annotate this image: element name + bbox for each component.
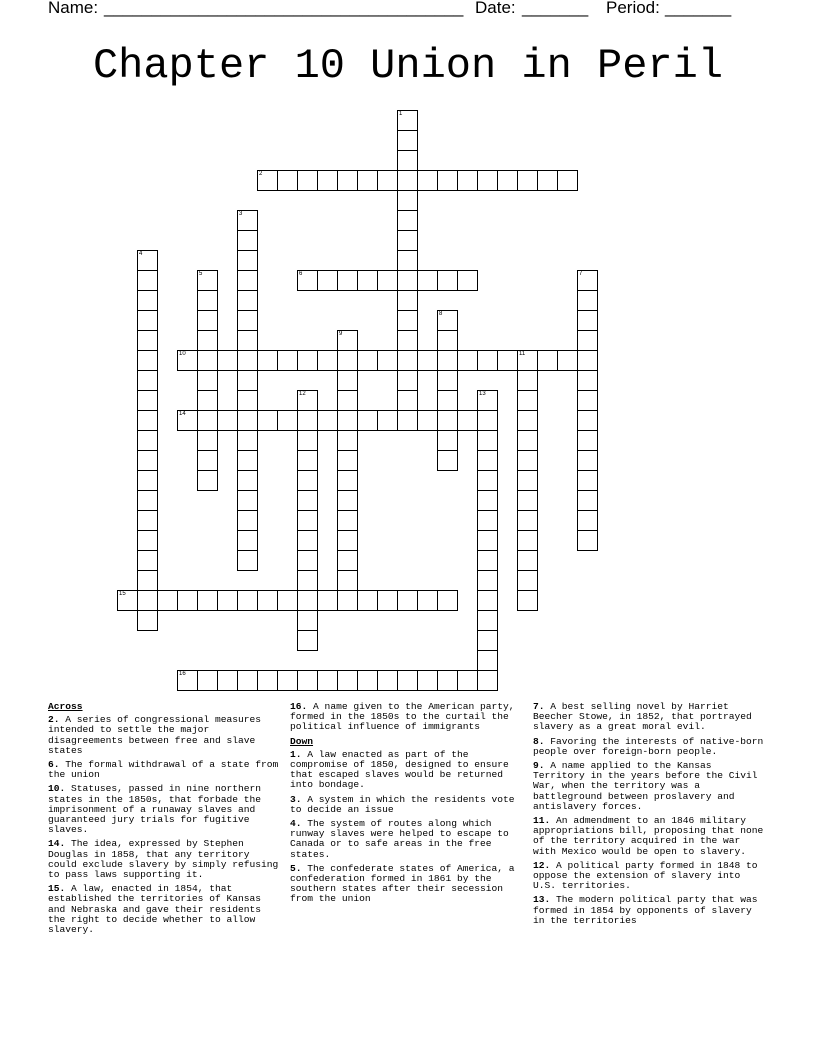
grid-cell[interactable] [417, 590, 438, 611]
grid-cell[interactable] [317, 670, 338, 691]
grid-cell[interactable] [297, 590, 318, 611]
grid-cell[interactable] [237, 330, 258, 351]
down-clue-9 [533, 761, 765, 812]
grid-cell[interactable] [297, 390, 318, 411]
clue-number: 13. [533, 894, 551, 906]
clue-number-label: 14 [179, 411, 186, 417]
clue-number: 2. [48, 714, 60, 726]
grid-cell[interactable] [517, 370, 538, 391]
grid-cell[interactable] [577, 330, 598, 351]
grid-cell[interactable] [417, 270, 438, 291]
grid-cell[interactable] [437, 370, 458, 391]
clue-number-label: 3 [239, 211, 243, 217]
grid-cell[interactable] [577, 310, 598, 331]
grid-cell[interactable] [257, 670, 278, 691]
grid-cell[interactable] [257, 410, 278, 431]
grid-cell[interactable] [517, 490, 538, 511]
clue-text: A law enacted as part of the compromise of 1850, designed to ensure that escaped slaves would be returned into bondage. [290, 748, 509, 791]
grid-cell[interactable] [437, 590, 458, 611]
grid-cell[interactable] [357, 170, 378, 191]
grid-cell[interactable] [197, 390, 218, 411]
grid-cell[interactable] [537, 350, 558, 371]
grid-cell[interactable] [137, 610, 158, 631]
grid-cell[interactable] [477, 390, 498, 411]
down-clue-7 [533, 702, 765, 733]
grid-cell[interactable] [297, 490, 318, 511]
clue-text: A best selling novel by Harriet Beecher Stowe, in 1852, that portrayed slavery as a great moral evil. [533, 701, 752, 733]
grid-cell[interactable] [237, 510, 258, 531]
grid-cell[interactable] [477, 450, 498, 471]
grid-cell[interactable] [337, 550, 358, 571]
grid-cell[interactable] [137, 250, 158, 271]
grid-cell[interactable] [577, 510, 598, 531]
grid-cell[interactable] [377, 170, 398, 191]
clue-text: A political party formed in 1848 to oppose the extension of slavery into U.S. territories. [533, 859, 758, 892]
clue-text: An admendment to an 1846 military appropriations bill, proposing that none of the territory acquired in the war with Mexico would be open to slavery. [533, 815, 764, 857]
grid-cell[interactable] [297, 470, 318, 491]
grid-cell[interactable] [377, 350, 398, 371]
grid-cell[interactable] [137, 290, 158, 311]
clue-number-label: 16 [179, 671, 186, 677]
grid-cell[interactable] [237, 370, 258, 391]
clue-number: 9. [533, 760, 545, 772]
grid-cell[interactable] [397, 590, 418, 611]
grid-cell[interactable] [237, 210, 258, 231]
name-label: Name: [48, 0, 99, 17]
grid-cell[interactable] [477, 410, 498, 431]
grid-cell[interactable] [177, 350, 198, 371]
grid-cell[interactable] [237, 350, 258, 371]
grid-cell[interactable] [457, 350, 478, 371]
grid-cell[interactable] [197, 310, 218, 331]
grid-cell[interactable] [457, 270, 478, 291]
grid-cell[interactable] [577, 430, 598, 451]
across-clue-14 [48, 839, 280, 880]
grid-cell[interactable] [257, 350, 278, 371]
grid-cell[interactable] [437, 430, 458, 451]
grid-cell[interactable] [397, 330, 418, 351]
across-clue-6 [48, 760, 280, 780]
down-clue-1 [290, 750, 522, 791]
grid-cell[interactable] [477, 350, 498, 371]
grid-cell[interactable] [137, 390, 158, 411]
grid-cell[interactable] [537, 170, 558, 191]
down-heading: Down [290, 735, 314, 747]
grid-cell[interactable] [137, 590, 158, 611]
clue-text: The idea, expressed by Stephen Douglas in 1858, that any territory could exclude slavery by simply refusing to pass laws supporting it. [48, 838, 279, 881]
grid-cell[interactable] [437, 410, 458, 431]
grid-cell[interactable] [337, 590, 358, 611]
grid-cell[interactable] [477, 550, 498, 571]
grid-cell[interactable] [137, 270, 158, 291]
grid-cell[interactable] [477, 630, 498, 651]
clue-number: 4. [290, 818, 302, 830]
grid-cell[interactable] [337, 430, 358, 451]
grid-cell[interactable] [337, 570, 358, 591]
clues-column-2 [290, 702, 522, 909]
clue-number: 15. [48, 883, 66, 895]
grid-cell[interactable] [397, 390, 418, 411]
clue-number: 1. [290, 748, 302, 760]
grid-cell[interactable] [437, 310, 458, 331]
clue-number: 11. [533, 815, 551, 827]
grid-cell[interactable] [517, 590, 538, 611]
down-clue-12 [533, 861, 765, 892]
grid-cell[interactable] [477, 670, 498, 691]
down-clue-4 [290, 819, 522, 860]
grid-cell[interactable] [197, 330, 218, 351]
grid-cell[interactable] [197, 450, 218, 471]
grid-cell[interactable] [417, 170, 438, 191]
grid-cell[interactable] [577, 390, 598, 411]
grid-cell[interactable] [577, 270, 598, 291]
grid-cell[interactable] [197, 430, 218, 451]
down-clue-5 [290, 864, 522, 905]
grid-cell[interactable] [237, 490, 258, 511]
grid-cell[interactable] [577, 470, 598, 491]
grid-cell[interactable] [357, 350, 378, 371]
grid-cell[interactable] [137, 430, 158, 451]
grid-cell[interactable] [337, 470, 358, 491]
grid-cell[interactable] [457, 410, 478, 431]
grid-cell[interactable] [337, 270, 358, 291]
clue-number-label: 5 [199, 271, 203, 277]
grid-cell[interactable] [397, 670, 418, 691]
grid-cell[interactable] [317, 270, 338, 291]
grid-cell[interactable] [397, 350, 418, 371]
grid-cell[interactable] [477, 470, 498, 491]
grid-cell[interactable] [577, 450, 598, 471]
clue-number-label: 12 [299, 391, 306, 397]
grid-cell[interactable] [317, 410, 338, 431]
across-clue-16 [290, 702, 522, 733]
grid-cell[interactable] [397, 310, 418, 331]
clue-text: Favoring the interests of native-born people over foreign-born people. [533, 735, 764, 757]
grid-cell[interactable] [397, 110, 418, 131]
grid-cell[interactable] [237, 430, 258, 451]
grid-cell[interactable] [517, 450, 538, 471]
grid-cell[interactable] [337, 330, 358, 351]
clue-number: 7. [533, 701, 545, 712]
grid-cell[interactable] [137, 570, 158, 591]
grid-cell[interactable] [317, 590, 338, 611]
grid-cell[interactable] [337, 170, 358, 191]
clue-text: The system of routes along which runway slaves were helped to escape to Canada or to safe areas in the free states. [290, 818, 509, 860]
grid-cell[interactable] [277, 170, 298, 191]
grid-cell[interactable] [477, 610, 498, 631]
date-label: Date: [475, 0, 516, 17]
grid-cell[interactable] [417, 670, 438, 691]
clue-number-label: 4 [139, 251, 143, 257]
grid-cell[interactable] [237, 450, 258, 471]
grid-cell[interactable] [557, 170, 578, 191]
clue-number-label: 7 [579, 271, 583, 277]
clues-column-3 [533, 702, 765, 930]
grid-cell[interactable] [237, 310, 258, 331]
grid-cell[interactable] [217, 350, 238, 371]
grid-cell[interactable] [217, 590, 238, 611]
grid-cell[interactable] [237, 470, 258, 491]
grid-cell[interactable] [137, 450, 158, 471]
down-clue-13 [533, 895, 765, 926]
period-label: Period: [606, 0, 660, 17]
grid-cell[interactable] [237, 230, 258, 251]
clue-number-label: 9 [339, 331, 343, 337]
grid-cell[interactable] [477, 570, 498, 591]
clue-text: A system in which the residents vote to decide an issue [290, 793, 515, 815]
down-clue-8 [533, 737, 765, 757]
grid-cell[interactable] [517, 350, 538, 371]
clue-number: 8. [533, 735, 545, 747]
across-heading: Across [48, 701, 83, 712]
clues-column-1 [48, 702, 280, 939]
grid-cell[interactable] [517, 510, 538, 531]
grid-cell[interactable] [397, 170, 418, 191]
grid-cell[interactable] [437, 390, 458, 411]
grid-cell[interactable] [237, 590, 258, 611]
grid-cell[interactable] [397, 270, 418, 291]
clue-text: A series of congressional measures intended to settle the major disagreements between free and slave states [48, 714, 262, 756]
clue-number-label: 11 [519, 351, 526, 357]
grid-cell[interactable] [577, 350, 598, 371]
grid-cell[interactable] [337, 490, 358, 511]
grid-cell[interactable] [517, 410, 538, 431]
grid-cell[interactable] [517, 170, 538, 191]
grid-cell[interactable] [497, 170, 518, 191]
grid-cell[interactable] [337, 390, 358, 411]
grid-cell[interactable] [437, 450, 458, 471]
clue-text: The formal withdrawal of a state from the union [48, 759, 279, 781]
grid-cell[interactable] [197, 270, 218, 291]
grid-cell[interactable] [477, 170, 498, 191]
grid-cell[interactable] [297, 410, 318, 431]
grid-cell[interactable] [397, 190, 418, 211]
grid-cell[interactable] [197, 290, 218, 311]
period-line[interactable]: _______ [665, 0, 732, 17]
grid-cell[interactable] [237, 290, 258, 311]
grid-cell[interactable] [477, 650, 498, 671]
clue-number-label: 1 [399, 111, 403, 117]
clue-number-label: 2 [259, 171, 263, 177]
clue-number-label: 10 [179, 351, 186, 357]
grid-cell[interactable] [237, 410, 258, 431]
grid-cell[interactable] [377, 670, 398, 691]
grid-cell[interactable] [437, 350, 458, 371]
grid-cell[interactable] [577, 490, 598, 511]
grid-cell[interactable] [417, 410, 438, 431]
clue-text: A name applied to the Kansas Territory in the years before the Civil War, when the territory was a battleground between proslavery and antislavery forces. [533, 760, 758, 812]
grid-cell[interactable] [317, 170, 338, 191]
grid-cell[interactable] [137, 550, 158, 571]
clue-text: A law, enacted in 1854, that established the territories of Kansas and Nebraska and gave their residents the right to decide whether to allow slavery. [48, 883, 262, 936]
grid-cell[interactable] [137, 470, 158, 491]
grid-cell[interactable] [397, 210, 418, 231]
clue-number: 3. [290, 793, 302, 805]
clue-number: 16. [290, 701, 308, 712]
grid-cell[interactable] [357, 670, 378, 691]
grid-cell[interactable] [377, 590, 398, 611]
grid-cell[interactable] [297, 170, 318, 191]
grid-cell[interactable] [417, 350, 438, 371]
grid-cell[interactable] [577, 530, 598, 551]
grid-cell[interactable] [297, 570, 318, 591]
clue-number-label: 15 [119, 591, 126, 597]
across-clue-10 [48, 784, 280, 835]
grid-cell[interactable] [317, 350, 338, 371]
grid-cell[interactable] [297, 530, 318, 551]
grid-cell[interactable] [337, 370, 358, 391]
grid-cell[interactable] [337, 530, 358, 551]
grid-cell[interactable] [517, 430, 538, 451]
clue-text: The confederate states of America, a confederation formed in 1861 by the southern states after their secession from the union [290, 862, 515, 905]
grid-cell[interactable] [397, 250, 418, 271]
grid-cell[interactable] [197, 670, 218, 691]
grid-cell[interactable] [137, 330, 158, 351]
clue-number-label: 6 [299, 271, 303, 277]
grid-cell[interactable] [377, 410, 398, 431]
down-clue-11 [533, 816, 765, 857]
grid-cell[interactable] [337, 350, 358, 371]
grid-cell[interactable] [297, 430, 318, 451]
grid-cell[interactable] [297, 610, 318, 631]
grid-cell[interactable] [297, 270, 318, 291]
clue-text: A name given to the American party, formed in the 1850s to the curtail the political influence of immigrants [290, 701, 515, 733]
grid-cell[interactable] [217, 670, 238, 691]
grid-cell[interactable] [197, 350, 218, 371]
clue-number: 14. [48, 838, 66, 850]
grid-cell[interactable] [277, 410, 298, 431]
grid-cell[interactable] [137, 490, 158, 511]
clue-text: The modern political party that was formed in 1854 by opponents of slavery in the territories [533, 894, 758, 926]
grid-cell[interactable] [137, 530, 158, 551]
grid-cell[interactable] [477, 530, 498, 551]
grid-cell[interactable] [477, 590, 498, 611]
grid-cell[interactable] [277, 590, 298, 611]
grid-cell[interactable] [397, 370, 418, 391]
grid-cell[interactable] [197, 590, 218, 611]
grid-cell[interactable] [397, 290, 418, 311]
grid-cell[interactable] [517, 470, 538, 491]
grid-cell[interactable] [577, 290, 598, 311]
grid-cell[interactable] [517, 390, 538, 411]
page-title: Chapter 10 Union in Peril [92, 42, 724, 90]
grid-cell[interactable] [297, 670, 318, 691]
grid-cell[interactable] [577, 370, 598, 391]
grid-cell[interactable] [357, 410, 378, 431]
grid-cell[interactable] [137, 370, 158, 391]
grid-cell[interactable] [477, 430, 498, 451]
grid-cell[interactable] [517, 550, 538, 571]
grid-cell[interactable] [357, 270, 378, 291]
clue-number: 5. [290, 862, 302, 874]
across-clue-2 [48, 715, 280, 756]
clue-number: 6. [48, 759, 60, 771]
grid-cell[interactable] [237, 270, 258, 291]
grid-cell[interactable] [177, 670, 198, 691]
grid-cell[interactable] [297, 630, 318, 651]
across-clue-15 [48, 884, 280, 935]
grid-cell[interactable] [237, 390, 258, 411]
grid-cell[interactable] [577, 410, 598, 431]
grid-cell[interactable] [337, 410, 358, 431]
grid-cell[interactable] [257, 590, 278, 611]
grid-cell[interactable] [357, 590, 378, 611]
grid-cell[interactable] [517, 530, 538, 551]
grid-cell[interactable] [237, 670, 258, 691]
grid-cell[interactable] [197, 470, 218, 491]
grid-cell[interactable] [277, 350, 298, 371]
grid-cell[interactable] [437, 270, 458, 291]
grid-cell[interactable] [237, 250, 258, 271]
grid-cell[interactable] [297, 350, 318, 371]
grid-cell[interactable] [457, 170, 478, 191]
clue-number-label: 8 [439, 311, 443, 317]
grid-cell[interactable] [437, 170, 458, 191]
grid-cell[interactable] [377, 270, 398, 291]
grid-cell[interactable] [337, 510, 358, 531]
grid-cell[interactable] [137, 510, 158, 531]
grid-cell[interactable] [217, 410, 238, 431]
grid-cell[interactable] [137, 310, 158, 331]
date-line[interactable]: _______ [522, 0, 589, 17]
grid-cell[interactable] [397, 410, 418, 431]
grid-cell[interactable] [337, 450, 358, 471]
grid-cell[interactable] [297, 450, 318, 471]
grid-cell[interactable] [437, 670, 458, 691]
grid-cell[interactable] [397, 130, 418, 151]
grid-cell[interactable] [157, 590, 178, 611]
clue-number: 12. [533, 859, 551, 871]
clue-number: 10. [48, 783, 66, 795]
grid-cell[interactable] [137, 350, 158, 371]
down-clue-3 [290, 795, 522, 815]
grid-cell[interactable] [277, 670, 298, 691]
clue-text: Statuses, passed in nine northern states in the 1850s, that forbade the imprisonment of a runaway slaves and guaranteed jury trials for fugitive slaves. [48, 783, 262, 836]
grid-cell[interactable] [137, 410, 158, 431]
grid-cell[interactable] [337, 670, 358, 691]
grid-cell[interactable] [437, 330, 458, 351]
grid-cell[interactable] [397, 150, 418, 171]
name-line[interactable]: ______________________________________ [104, 0, 464, 17]
grid-cell[interactable] [557, 350, 578, 371]
grid-cell[interactable] [297, 510, 318, 531]
grid-cell[interactable] [497, 350, 518, 371]
grid-cell[interactable] [397, 230, 418, 251]
clue-number-label: 13 [479, 391, 486, 397]
grid-cell[interactable] [297, 550, 318, 571]
grid-cell[interactable] [197, 370, 218, 391]
grid-cell[interactable] [457, 670, 478, 691]
grid-cell[interactable] [237, 550, 258, 571]
grid-cell[interactable] [197, 410, 218, 431]
grid-cell[interactable] [477, 490, 498, 511]
grid-cell[interactable] [177, 590, 198, 611]
grid-cell[interactable] [257, 170, 278, 191]
grid-cell[interactable] [177, 410, 198, 431]
grid-cell[interactable] [117, 590, 138, 611]
grid-cell[interactable] [517, 570, 538, 591]
grid-cell[interactable] [477, 510, 498, 531]
grid-cell[interactable] [237, 530, 258, 551]
